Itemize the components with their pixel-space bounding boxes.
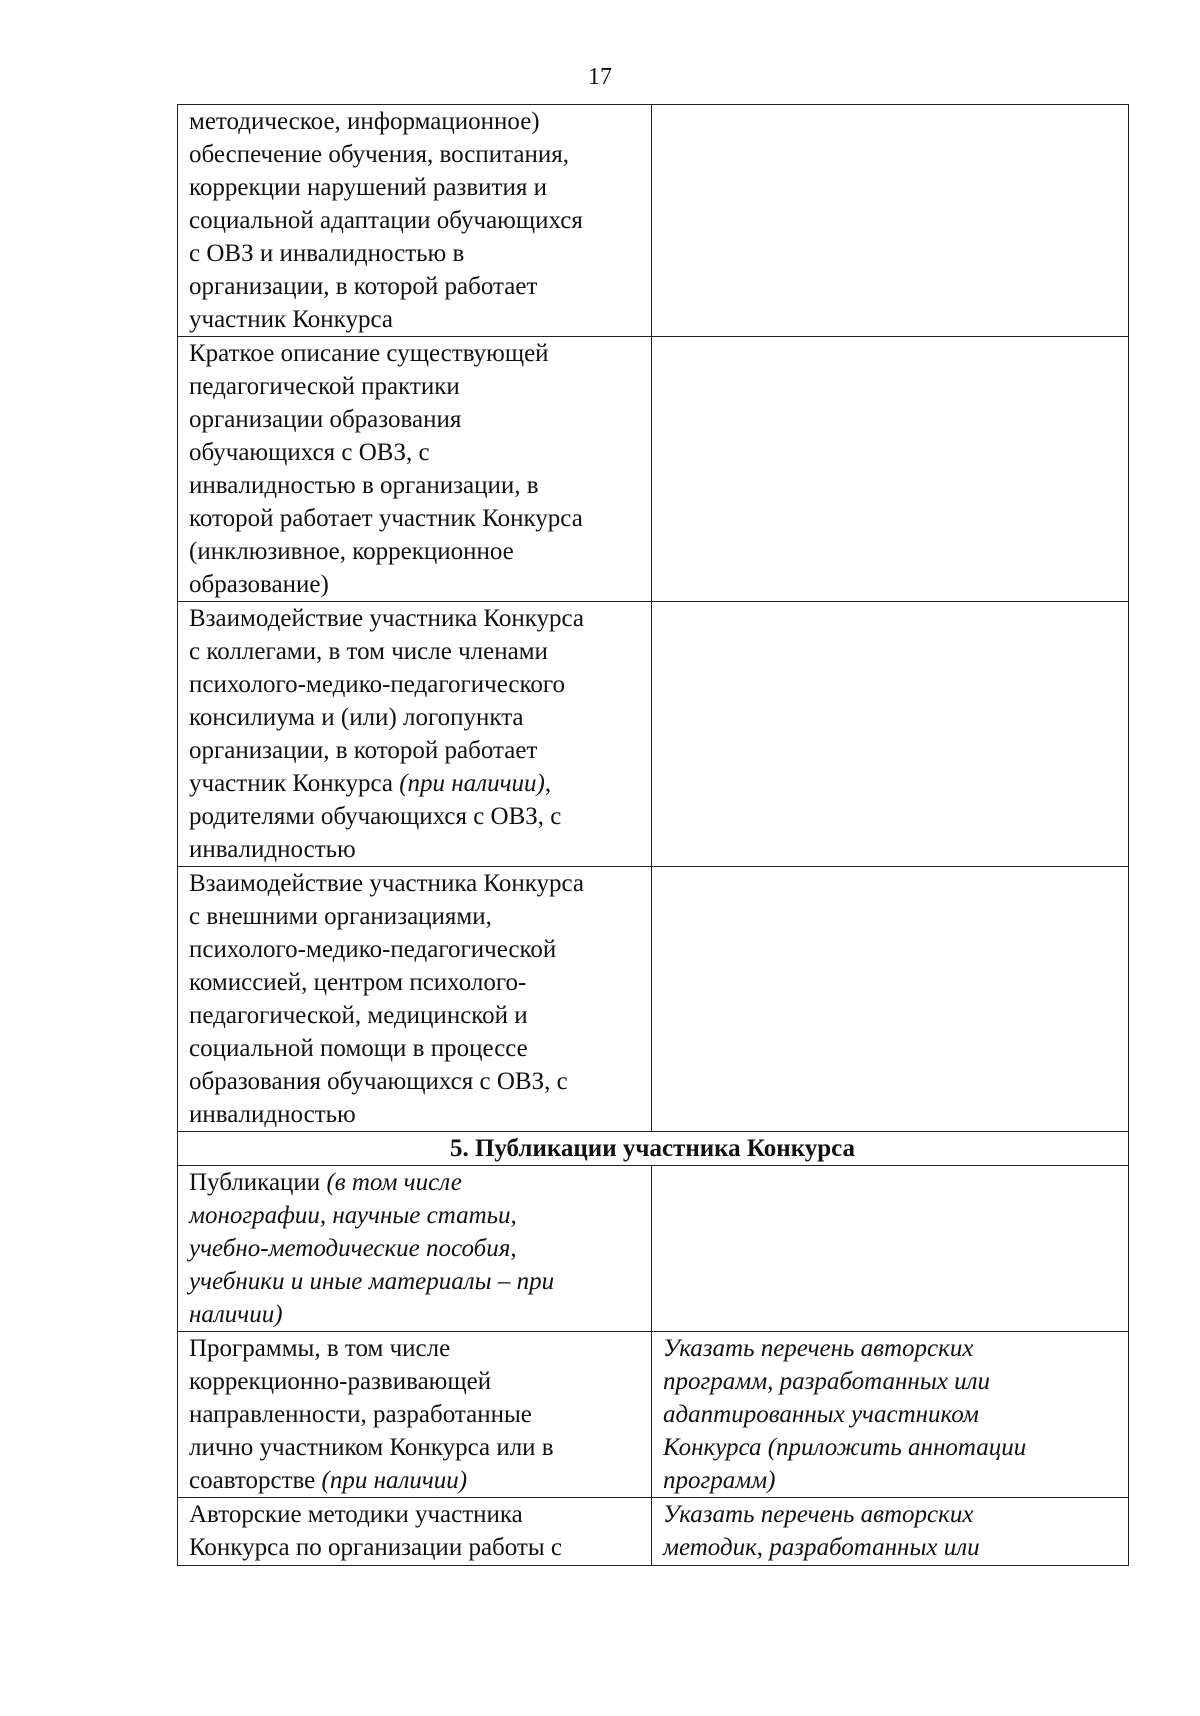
row-label (178, 105, 652, 337)
table-row (178, 1498, 1129, 1566)
row-label-text: Авторские методики участника Конкурса по организации работы с (189, 1501, 562, 1561)
row-value-cell (652, 867, 1129, 1132)
table-row (178, 1166, 1129, 1332)
section-header-row (178, 1132, 1129, 1166)
row-label (178, 867, 652, 1132)
row-value-cell (652, 337, 1129, 602)
row-value-cell (652, 1166, 1129, 1332)
row-label (178, 1498, 652, 1566)
row-label-text: Публикации (189, 1169, 327, 1196)
row-label (178, 1332, 652, 1498)
section-title: 5. Публикации участника Конкурса (178, 1132, 1129, 1166)
row-label (178, 337, 652, 602)
row-label-text: Краткое описание существующей педагогической практики организации образования обучающихся с ОВЗ, с инвалидностью в организации, в которой работает участник Конкурса (инклюзивное, коррекционное образование) (189, 340, 583, 598)
row-label-text-part2: , родителями обучающихся с ОВЗ, с инвалидностью (189, 770, 562, 863)
page-number: 17 (588, 64, 612, 90)
questionnaire-table (177, 104, 1129, 1566)
row-label (178, 1166, 652, 1332)
row-label-note: (в том числе монографии, научные статьи, учебно-методические пособия, учебники и иные материалы – при наличии) (189, 1169, 555, 1328)
table-row (178, 867, 1129, 1132)
row-label-text: Программы, в том числе коррекционно-развивающей направленности, разработанные лично участником Конкурса или в соавторстве (189, 1335, 554, 1494)
row-value-cell (652, 1498, 1129, 1566)
row-value-cell (652, 105, 1129, 337)
table-row (178, 337, 1129, 602)
row-value-text: Указать перечень авторских методик, разработанных или (663, 1501, 980, 1561)
row-label-text: методическое, информационное) обеспечение обучения, воспитания, коррекции нарушений развития и социальной адаптации обучающихся с ОВЗ и инвалидностью в организации, в которой работает участник Конкурса (189, 108, 583, 333)
row-label (178, 602, 652, 867)
table-row (178, 105, 1129, 337)
table-row (178, 602, 1129, 867)
row-value-cell (652, 1332, 1129, 1498)
row-label-note: (при наличии) (321, 1467, 468, 1494)
row-value-cell (652, 602, 1129, 867)
row-label-text: Взаимодействие участника Конкурса с внешними организациями, психолого-медико-педагогической комиссией, центром психолого- педагогической, медицинской и социальной помощи в процессе образования обучающихся с ОВЗ, с инвалидностью (189, 870, 585, 1128)
table-row (178, 1332, 1129, 1498)
row-label-note: (при наличии) (399, 770, 545, 797)
row-value-text: Указать перечень авторских программ, разработанных или адаптированных участником Конкурса (приложить аннотации программ) (663, 1335, 1027, 1494)
row-label-text-part1: Взаимодействие участника Конкурса с коллегами, в том числе членами психолого-медико-педагогического консилиума и (или) логопункта организации, в которой работает участник Конкурса (189, 605, 585, 797)
